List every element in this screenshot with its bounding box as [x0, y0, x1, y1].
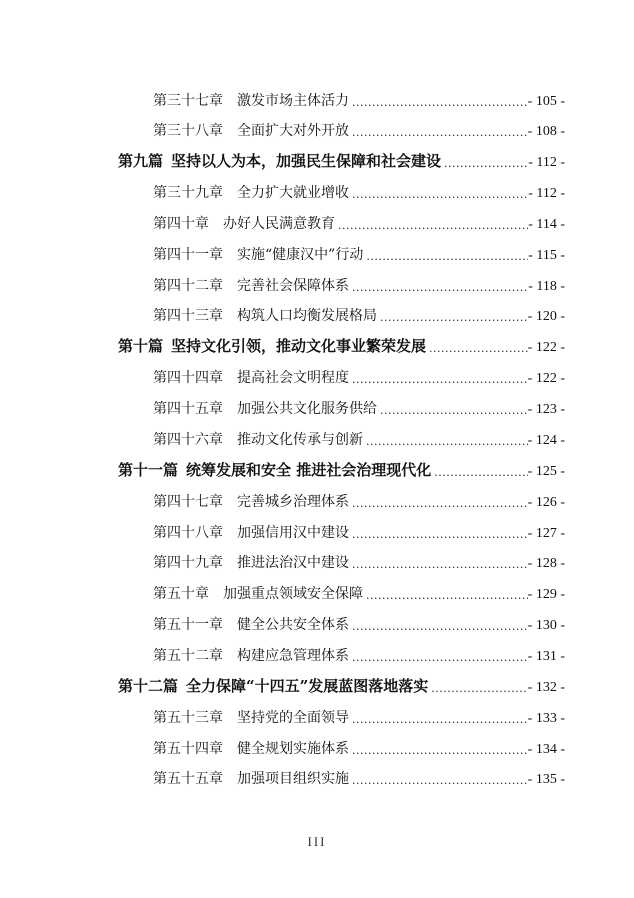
page-number: - 130 -: [527, 618, 565, 633]
chapter-number: 第四十二章: [153, 278, 223, 294]
page-number: - 123 -: [527, 402, 565, 417]
dot-leader: [349, 188, 528, 202]
toc-entry-chapter[interactable]: [153, 705, 565, 727]
toc-entry-chapter[interactable]: [153, 88, 565, 110]
page-number: - 120 -: [527, 309, 565, 324]
chapter-title: 推进法治汉中建设: [237, 555, 349, 571]
dot-leader: [349, 713, 528, 727]
chapter-title: 办好人民满意教育: [223, 216, 335, 232]
dot-leader: [377, 311, 528, 325]
chapter-number: 第五十章: [153, 586, 209, 602]
chapter-title: 构建应急管理体系: [237, 648, 349, 664]
dot-leader: [349, 651, 528, 665]
dot-leader: [349, 774, 528, 788]
page-number: - 127 -: [527, 526, 565, 541]
toc-entry-chapter[interactable]: [153, 581, 565, 603]
dot-leader: [431, 466, 527, 480]
toc-entry-part[interactable]: [118, 674, 565, 696]
toc-entry-chapter[interactable]: [153, 612, 565, 634]
toc-entry-part[interactable]: [118, 458, 565, 480]
dot-leader: [377, 404, 528, 418]
chapter-title: 健全公共安全体系: [237, 617, 349, 633]
dot-leader: [335, 219, 528, 233]
chapter-number: 第四十五章: [153, 401, 223, 417]
dot-leader: [349, 497, 528, 511]
toc-entry-part[interactable]: [118, 149, 565, 171]
chapter-number: 第五十三章: [153, 710, 223, 726]
dot-leader: [428, 682, 527, 696]
dot-leader: [349, 96, 528, 110]
chapter-number: 第三十九章: [153, 185, 223, 201]
page-footer-number: III: [307, 834, 327, 849]
page-number: - 105 -: [527, 94, 565, 109]
page-number: - 112 -: [528, 155, 565, 170]
page-number: - 134 -: [527, 742, 565, 757]
chapter-number: 第四十一章: [153, 247, 223, 263]
chapter-number: 第四十三章: [153, 308, 223, 324]
chapter-title: 完善社会保障体系: [237, 278, 349, 294]
toc-entry-chapter[interactable]: [153, 766, 565, 788]
dot-leader: [441, 157, 528, 171]
dot-leader: [349, 373, 528, 387]
chapter-title: 构筑人口均衡发展格局: [237, 308, 377, 324]
toc-entry-chapter[interactable]: [153, 489, 565, 511]
toc-entry-chapter[interactable]: [153, 643, 565, 665]
chapter-title: 加强公共文化服务供给: [237, 401, 377, 417]
page-number: - 133 -: [527, 711, 565, 726]
chapter-number: 第四十章: [153, 216, 209, 232]
page-number: - 118 -: [528, 279, 565, 294]
chapter-number: 第四十六章: [153, 432, 223, 448]
page-number: - 128 -: [527, 556, 565, 571]
chapter-number: 第三十八章: [153, 123, 223, 139]
chapter-title: 加强重点领域安全保障: [223, 586, 363, 602]
page-number: - 115 -: [528, 248, 565, 263]
toc-entry-chapter[interactable]: [153, 550, 565, 572]
page-number: - 122 -: [527, 340, 565, 355]
chapter-title: 提高社会文明程度: [237, 370, 349, 386]
chapter-number: 第五十五章: [153, 771, 223, 787]
toc-entry-part[interactable]: [118, 334, 565, 356]
toc-entry-chapter[interactable]: [153, 427, 565, 449]
toc-entry-chapter[interactable]: [153, 273, 565, 295]
part-title: 坚持以人为本，加强民生保障和社会建设: [171, 152, 442, 170]
chapter-title: 推动文化传承与创新: [237, 432, 363, 448]
page-number: - 114 -: [528, 217, 565, 232]
dot-leader: [349, 744, 528, 758]
chapter-number: 第四十八章: [153, 525, 223, 541]
chapter-number: 第三十七章: [153, 93, 223, 109]
page-number: - 135 -: [527, 772, 565, 787]
dot-leader: [363, 250, 528, 264]
chapter-number: 第四十九章: [153, 555, 223, 571]
chapter-title: 激发市场主体活力: [237, 93, 349, 109]
dot-leader: [363, 589, 528, 603]
part-title: 坚持文化引领，推动文化事业繁荣发展: [171, 337, 427, 355]
toc-entry-chapter[interactable]: [153, 365, 565, 387]
dot-leader: [349, 281, 528, 295]
chapter-title: 全面扩大对外开放: [237, 123, 349, 139]
chapter-number: 第五十四章: [153, 741, 223, 757]
page-number: - 125 -: [527, 464, 565, 479]
chapter-number: 第五十二章: [153, 648, 223, 664]
toc-entry-chapter[interactable]: [153, 211, 565, 233]
toc-entry-chapter[interactable]: [153, 520, 565, 542]
dot-leader: [349, 558, 528, 572]
chapter-title: 加强项目组织实施: [237, 771, 349, 787]
toc-entry-chapter[interactable]: [153, 303, 565, 325]
chapter-title: 实施“健康汉中”行动: [237, 247, 364, 263]
chapter-title: 完善城乡治理体系: [237, 494, 349, 510]
chapter-title: 加强信用汉中建设: [237, 525, 349, 541]
page-number: - 131 -: [527, 649, 565, 664]
toc-entry-chapter[interactable]: [153, 180, 565, 202]
part-number: 第十一篇: [118, 461, 179, 479]
part-number: 第九篇: [118, 152, 164, 170]
dot-leader: [363, 435, 528, 449]
chapter-number: 第五十一章: [153, 617, 223, 633]
page-number: - 126 -: [527, 495, 565, 510]
part-title: 统筹发展和安全 推进社会治理现代化: [186, 461, 432, 479]
dot-leader: [426, 342, 528, 356]
page-number: - 132 -: [527, 680, 565, 695]
page-number: - 122 -: [527, 371, 565, 386]
chapter-number: 第四十四章: [153, 370, 223, 386]
toc-entry-chapter[interactable]: [153, 242, 565, 264]
page-number: - 108 -: [527, 124, 565, 139]
chapter-number: 第四十七章: [153, 494, 223, 510]
part-number: 第十篇: [118, 337, 164, 355]
toc-entry-chapter[interactable]: [153, 736, 565, 758]
dot-leader: [349, 126, 528, 140]
dot-leader: [349, 528, 528, 542]
page-number: - 129 -: [527, 587, 565, 602]
page-number: - 124 -: [527, 433, 565, 448]
chapter-title: 坚持党的全面领导: [237, 710, 349, 726]
toc-entry-chapter[interactable]: [153, 118, 565, 140]
part-title: 全力保障“十四五”发展蓝图落地落实: [186, 677, 429, 695]
dot-leader: [349, 620, 528, 634]
toc-entry-chapter[interactable]: [153, 396, 565, 418]
part-number: 第十二篇: [118, 677, 179, 695]
chapter-title: 全力扩大就业增收: [237, 185, 349, 201]
page-number: - 112 -: [528, 186, 565, 201]
chapter-title: 健全规划实施体系: [237, 741, 349, 757]
